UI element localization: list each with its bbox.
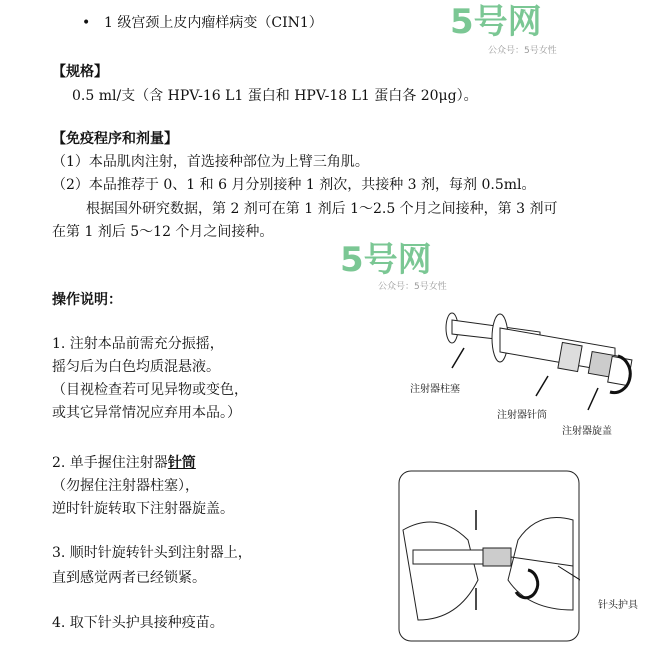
step4-line: 4. 取下针头护具接种疫苗。 [52, 615, 224, 631]
spec-heading: 【规格】 [52, 64, 108, 80]
step1-line: 摇匀后为白色均质混悬液。 [52, 359, 220, 375]
immun-heading: 【免疫程序和剂量】 [52, 131, 178, 147]
step1-line: 1. 注射本品前需充分振摇， [52, 336, 224, 352]
hands-illustration [398, 470, 580, 642]
step2-line [52, 454, 196, 472]
step2-prefix: 2. 单手握住注射器 [52, 455, 168, 471]
spec-text: 0.5 ml/支（含 HPV-16 L1 蛋白和 HPV-18 L1 蛋白各 20μg）。 [72, 88, 478, 104]
step1-line: （目视检查若可见异物或变色， [52, 382, 248, 398]
step2-emph: 针筒 [167, 455, 196, 471]
label-cap: 注射器旋盖 [562, 426, 612, 437]
step1-line: 或其它异常情况应弃用本品。） [52, 405, 241, 421]
bullet-text: 1 级宫颈上皮内瘤样病变（CIN1） [104, 15, 323, 31]
step2-line: （勿握住注射器柱塞）， [52, 478, 199, 494]
step2-line: 逆时针旋转取下注射器旋盖。 [52, 501, 234, 517]
ops-heading: 操作说明： [52, 292, 122, 308]
immun-line: 根据国外研究数据，第 2 剂可在第 1 剂后 1～2.5 个月之间接种，第 3 剂可 [86, 201, 558, 217]
immun-line: 在第 1 剂后 5～12 个月之间接种。 [52, 224, 274, 240]
watermark-sub: 公众号：5号女性 [488, 46, 557, 56]
label-barrel: 注射器针筒 [497, 410, 547, 421]
watermark-logo: 5号网 [450, 2, 542, 42]
immun-line: （2）本品推荐于 0、1 和 6 月分别接种 1 剂次，共接种 3 剂，每剂 0.5ml。 [52, 177, 536, 193]
label-needle-guard: 针头护具 [598, 600, 638, 611]
bullet-dot: • [82, 15, 91, 31]
watermark-sub: 公众号：5号女性 [378, 282, 447, 292]
watermark-logo: 5号网 [340, 240, 432, 280]
step3-line: 3. 顺时针旋转针头到注射器上， [52, 545, 252, 561]
label-plunger: 注射器柱塞 [410, 384, 460, 395]
immun-line: （1）本品肌肉注射，首选接种部位为上臂三角肌。 [52, 154, 369, 170]
step3-line: 直到感觉两者已经锁紧。 [52, 570, 206, 586]
